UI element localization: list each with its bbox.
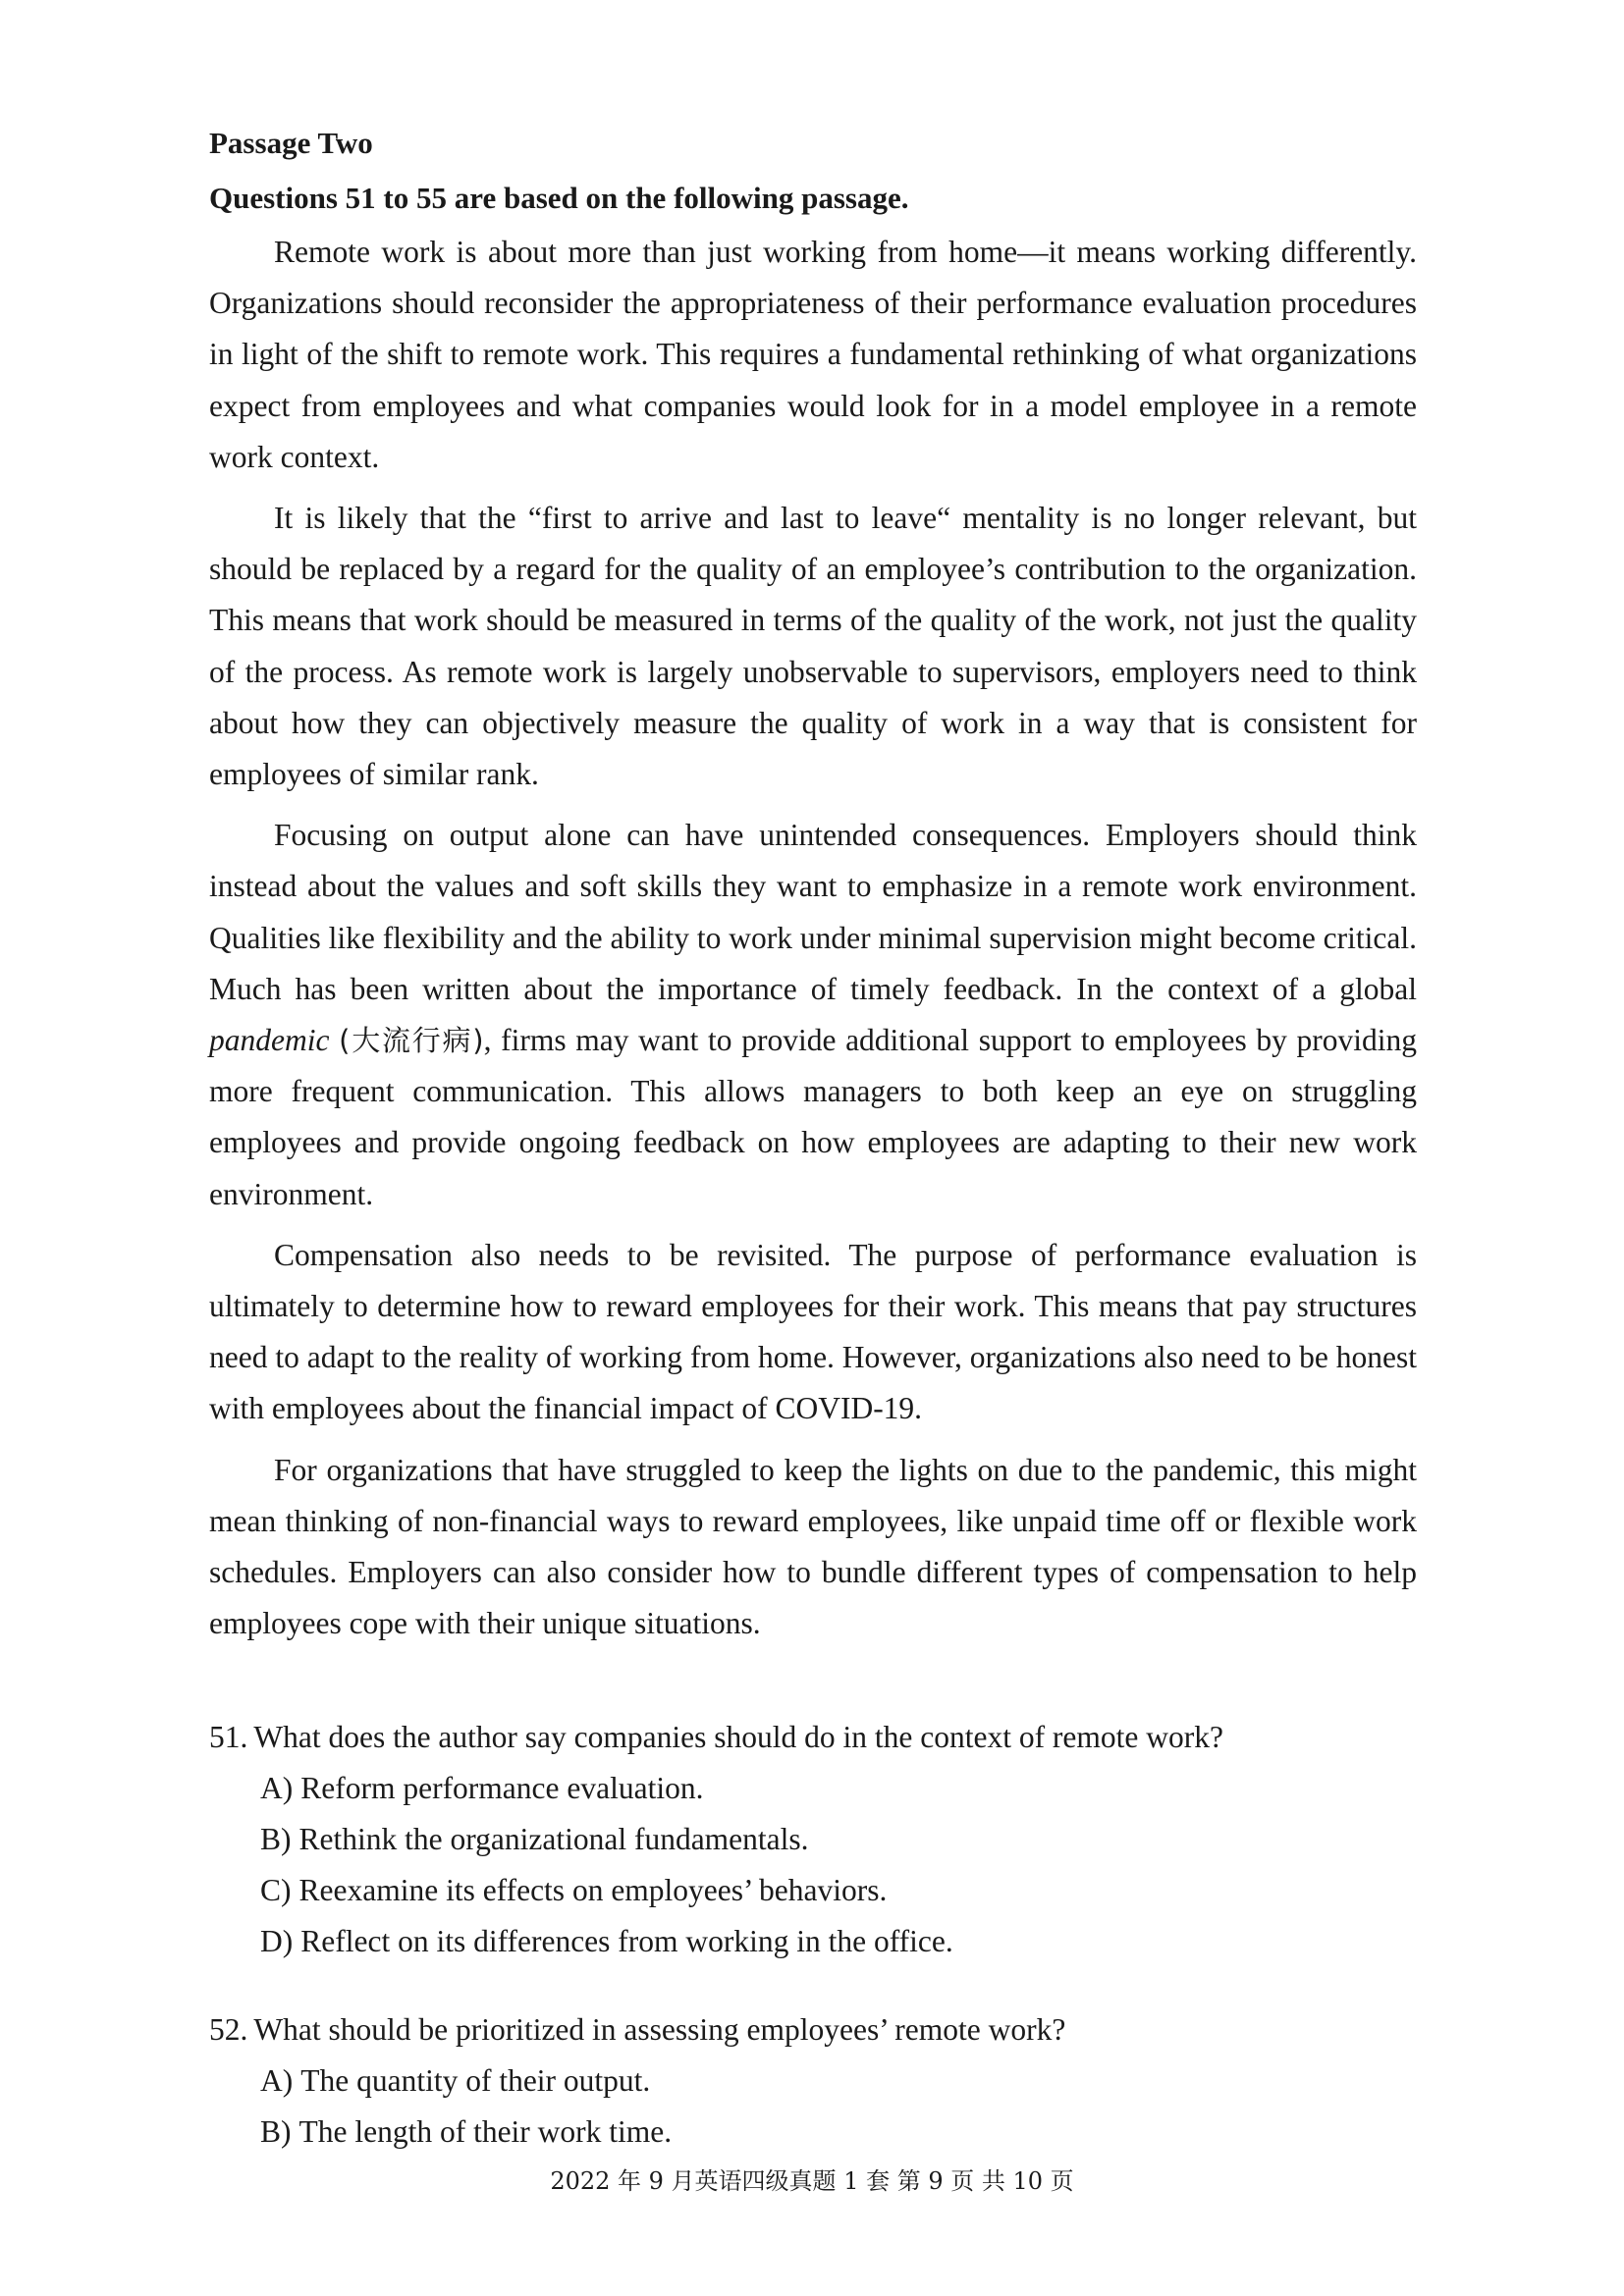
question-list (209, 1712, 1417, 2158)
passage-paragraph: Remote work is about more than just working from home—it means working differently. Organizations should reconsider the appropriateness of their performance evaluation procedures in light of the shift to remote work. This requires a fundamental rethinking of what organizations expect from employees and what companies would look for in a model employee in a remote work context. (209, 235, 1417, 474)
question-stem (209, 1712, 1417, 1763)
question-52 (209, 2004, 1417, 2158)
passage-instructions: Questions 51 to 55 are based on the following passage. (209, 181, 909, 215)
passage-paragraph (209, 810, 1417, 1220)
question-stem (209, 2004, 1417, 2056)
option-letter: B) (260, 1822, 292, 1857)
option-letter: C) (260, 1873, 292, 1908)
paragraph-text: Focusing on output alone can have unintended consequences. Employers should think instead about the values and soft skills they want to emphasize in a remote work environment. Qualities like flexibility and the ability to work under minimal supervision might become critical. Much has been written about the importance of timely feedback. In the context of a global (209, 818, 1417, 1006)
question-number: 52. (209, 2012, 248, 2048)
option-text: The length of their work time. (298, 2114, 673, 2150)
italic-term: pandemic (209, 1023, 330, 1058)
answer-option[interactable] (260, 1814, 1417, 1865)
answer-option[interactable] (260, 1865, 1417, 1916)
question-text: What should be prioritized in assessing employees’ remote work? (253, 2012, 1066, 2048)
passage-content (209, 116, 1417, 2195)
option-letter: A) (260, 2063, 294, 2099)
paragraph-text: , firms may want to provide additional support to employees by providing more frequent communication. This allows managers to both keep an eye on struggling employees and provide ongoing feedback on how employees are adapting to their new work environment. (209, 1023, 1417, 1211)
option-letter: D) (260, 1924, 294, 1959)
option-text: Reexamine its effects on employees’ behaviors. (298, 1873, 888, 1908)
passage-paragraph: It is likely that the “first to arrive and last to leave“ mentality is no longer relevant, but should be replaced by a regard for the quality of an employee’s contribution to the organization. This means that work should be measured in terms of the quality of the work, not just the quality of the process. As remote work is largely unobservable to supervisors, employers need to think about how they can objectively measure the quality of work in a way that is consistent for employees of similar rank. (209, 501, 1417, 792)
answer-option[interactable] (260, 2107, 1417, 2158)
question-text: What does the author say companies should do in the context of remote work? (253, 1720, 1223, 1755)
passage-paragraph: Compensation also needs to be revisited. The purpose of performance evaluation is ultimately to determine how to reward employees for their work. This means that pay structures need to adapt to the reality of working from home. However, organizations also need to be honest with employees about the financial impact of COVID-19. (209, 1237, 1417, 1426)
option-text: Reform performance evaluation. (300, 1771, 704, 1806)
question-number: 51. (209, 1720, 248, 1755)
option-text: Rethink the organizational fundamentals. (298, 1822, 809, 1857)
page-footer (0, 2163, 1624, 2199)
answer-option[interactable] (260, 1763, 1417, 1814)
option-text: The quantity of their output. (300, 2063, 651, 2099)
answer-option[interactable] (260, 2056, 1417, 2107)
footer-text: 2022 年 9 月英语四级真题 1 套 第 9 页 共 10 页 (550, 2167, 1074, 2195)
passage-title: Passage Two (209, 126, 373, 160)
question-51 (209, 1712, 1417, 1967)
chinese-gloss: (大流行病) (339, 1024, 484, 1058)
option-text: Reflect on its differences from working in the office. (300, 1924, 953, 1959)
option-letter: A) (260, 1771, 294, 1806)
answer-option[interactable] (260, 1916, 1417, 1967)
passage-paragraph: For organizations that have struggled to keep the lights on due to the pandemic, this might mean thinking of non-financial ways to reward employees, like unpaid time off or flexible work schedules. Employers can also consider how to bundle different types of compensation to help employees cope with their unique situations. (209, 1452, 1417, 1641)
option-letter: B) (260, 2114, 292, 2150)
passage-body (209, 227, 1417, 1649)
